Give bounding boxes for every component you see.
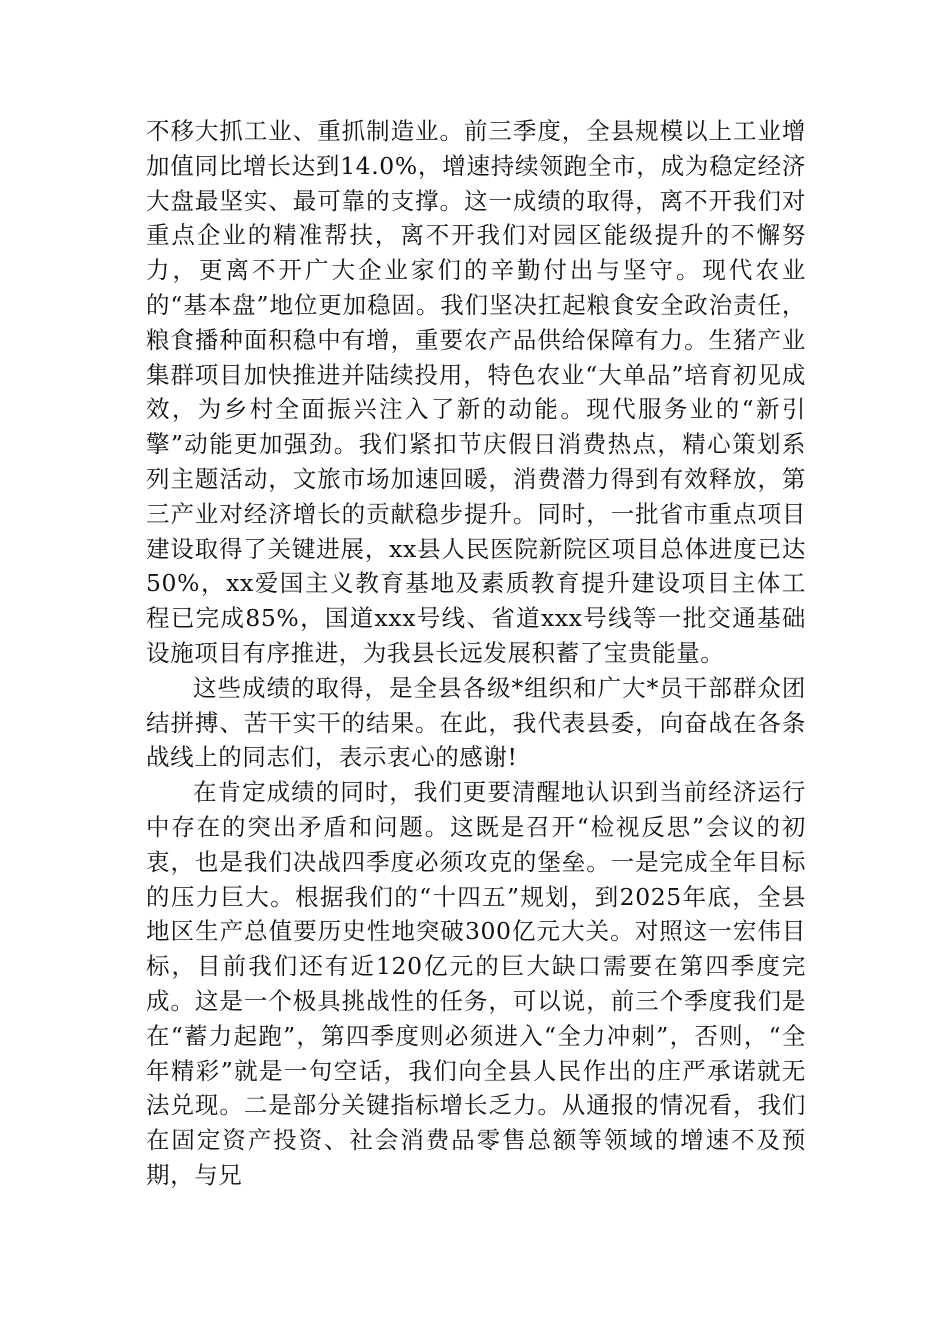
paragraph-thanks: 这些成绩的取得，是全县各级*组织和广大*员干部群众团结拼搏、苦干实干的结果。在此，我代表县委，向奋战在各条战线上的同志们，表示衷心的感谢!: [146, 673, 806, 772]
paragraph-continuation: 不移大抓工业、重抓制造业。前三季度，全县规模以上工业增加值同比增长达到14.0%，增速持续领跑全市，成为稳定经济大盘最坚实、最可靠的支撑。这一成绩的取得，离不开我们对重点企业的精准帮扶，离不开我们对园区能级提升的不懈努力，更离不开广大企业家们的辛勤付出与坚守。现代农业的“基本盘”地位更加稳固。我们坚决扛起粮食安全政治责任，粮食播种面积稳中有增，重要农产品供给保障有力。生猪产业集群项目加快推进并陆续投用，特色农业“大单品”培育初见成效，为乡村全面振兴注入了新的动能。现代服务业的“新引擎”动能更加强劲。我们紧扣节庆假日消费热点，精心策划系列主题活动，文旅市场加速回暖，消费潜力得到有效释放，第三产业对经济增长的贡献稳步提升。同时，一批省市重点项目建设取得了关键进展，xx县人民医院新院区项目总体进度已达50%，xx爱国主义教育基地及素质教育提升建设项目主体工程已完成85%，国道xxx号线、省道xxx号线等一批交通基础设施项目有序推进，为我县长远发展积蓄了宝贵能量。: [146, 117, 806, 667]
paragraph-problems: 在肯定成绩的同时，我们更要清醒地认识到当前经济运行中存在的突出矛盾和问题。这既是召开“检视反思”会议的初衷，也是我们决战四季度必须攻克的堡垒。一是完成全年目标的压力巨大。根据我们的“十四五”规划，到2025年底，全县地区生产总值要历史性地突破300亿元大关。对照这一宏伟目标，目前我们还有近120亿元的巨大缺口需要在第四季度完成。这是一个极具挑战性的任务，可以说，前三个季度我们是在“蓄力起跑”，第四季度则必须进入“全力冲刺”，否则，“全年精彩”就是一句空话，我们向全县人民作出的庄严承诺就无法兑现。二是部分关键指标增长乏力。从通报的情况看，我们在固定资产投资、社会消费品零售总额等领域的增速不及预期，与兄: [146, 778, 806, 1189]
document-body: [146, 114, 806, 1193]
